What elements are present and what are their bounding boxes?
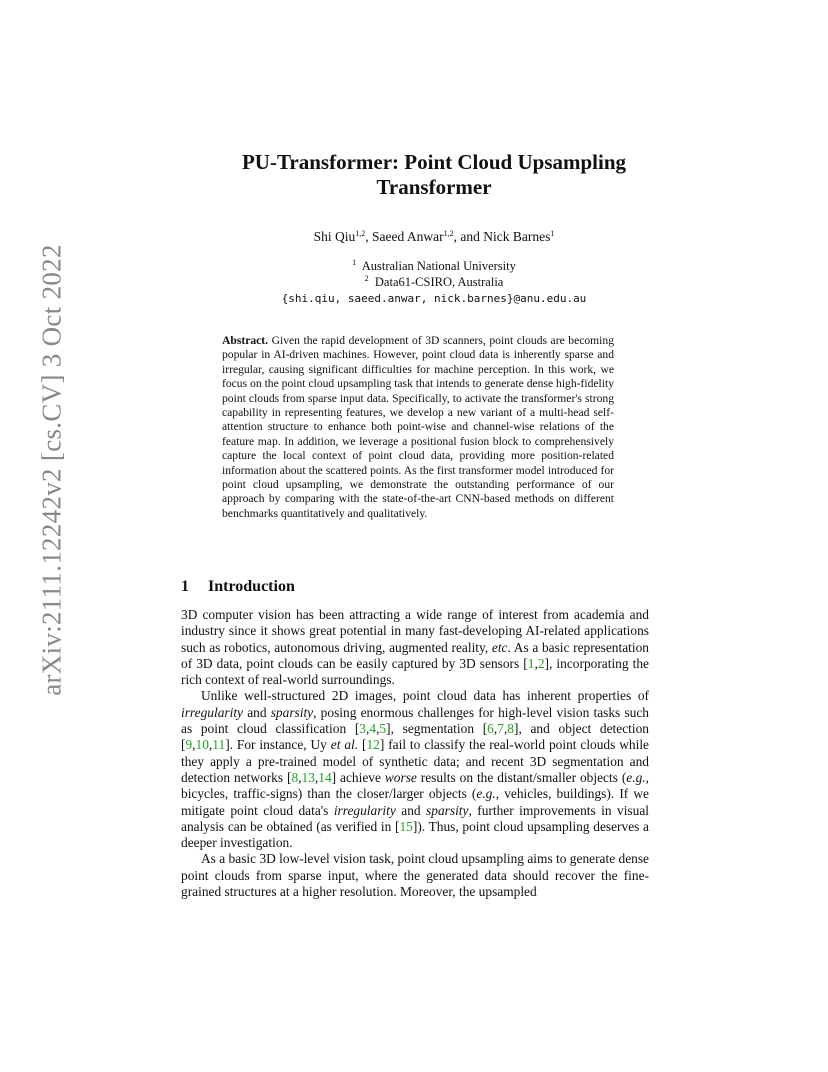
affiliation-1 xyxy=(150,258,718,274)
abstract xyxy=(222,334,614,521)
section-body xyxy=(181,607,649,900)
title-line-1: PU-Transformer: Point Cloud Upsampling xyxy=(241,150,627,174)
title-line-2: Transformer xyxy=(376,175,492,199)
author-name: Nick Barnes xyxy=(483,229,551,244)
author-affiliation-mark: 1 xyxy=(550,229,555,238)
citation-link[interactable]: 7 xyxy=(497,721,504,737)
author-affiliation-mark: 1,2 xyxy=(443,229,454,238)
paragraph-3: As a basic 3D low-level vision task, point cloud upsampling aims to generate dense point clouds from sparse input, where the generated data should recover the fine-grained structures at a higher resolution. Moreover, the upsampled xyxy=(181,851,649,900)
citation-link[interactable]: 13 xyxy=(301,769,315,785)
citation-link[interactable]: 1 xyxy=(527,655,535,671)
affiliation-2 xyxy=(150,274,718,290)
section-number: 1 xyxy=(181,578,189,595)
email-addresses: {shi.qiu, saeed.anwar, nick.barnes}@anu.edu.au xyxy=(281,292,587,305)
citation-link[interactable]: 10 xyxy=(195,737,209,753)
citation-link[interactable]: 9 xyxy=(185,737,193,753)
affiliation-mark: 2 xyxy=(364,274,369,283)
author-name: Shi Qiu xyxy=(313,229,356,244)
affiliation-name: Data61-CSIRO, Australia xyxy=(374,275,504,289)
citation-link[interactable]: 12 xyxy=(366,737,380,753)
affiliation-name: Australian National University xyxy=(361,259,516,273)
citation-link[interactable]: 4 xyxy=(369,721,377,737)
affiliation-mark: 1 xyxy=(352,258,357,267)
author-name: Saeed Anwar xyxy=(372,229,444,244)
section-title: Introduction xyxy=(208,578,295,595)
paragraph-1: 3D computer vision has been attracting a wide range of interest from academia and industry since it shows great potential in many fast-developing AI-related applications such as robotics, autonomous driving, augmented reality, etc. As a basic representation of 3D data, point clouds can be easily captured by 3D sensors [1,2], incorporating the rich context of real-world surroundings. xyxy=(181,607,650,688)
citation-link[interactable]: 8 xyxy=(507,721,514,737)
author-emails xyxy=(150,290,718,307)
abstract-text: Given the rapid development of 3D scanners, point clouds are becoming popular in AI-driven machines. However, point cloud data is inherently sparse and irregular, causing significant difficulties for machine perception. In this work, we focus on the point cloud upsampling task that intends to generate dense high-fidelity point clouds from sparse input data. Specifically, to activate the transformer's strong capability in representing features, we develop a new variant of a multi-head self-attention structure to enhance both point-wise and channel-wise relations of the feature map. In addition, we leverage a positional fusion block to comprehensively capture the local context of point cloud data, providing more position-related information about the scattered points. As the first transformer model introduced for point cloud upsampling, we demonstrate the outstanding performance of our approach by comparing with the state-of-the-art CNN-based methods on different benchmarks quantitatively and qualitatively. xyxy=(222,334,614,520)
citation-link[interactable]: 15 xyxy=(399,818,413,834)
citation-link[interactable]: 11 xyxy=(212,737,226,753)
section-heading xyxy=(181,578,295,596)
citation-link[interactable]: 8 xyxy=(291,769,299,785)
author-list: Shi Qiu$^{1,2}$, Saeed Anwar$^{1,2}$, and Nick Barnes$^1$ xyxy=(313,229,555,244)
citation-link[interactable]: 14 xyxy=(318,769,332,785)
paper-title xyxy=(150,150,718,200)
citation-link[interactable]: 5 xyxy=(379,721,387,737)
author-affiliation-mark: 1,2 xyxy=(355,229,366,238)
paragraph-2: Unlike well-structured 2D images, point cloud data has inherent properties of irregularity and sparsity, posing enormous challenges for high-level vision tasks such as point cloud classification [3,4,5], segmentation [6,7,8], and object detection [9,10,11]. For instance, Uy et al. [12] fail to classify the real-world point clouds while they apply a pre-trained model of synthetic data; and recent 3D segmentation and detection networks [8,13,14] achieve worse results on the distant/smaller objects (e.g., bicycles, traffic-signs) than the closer/larger objects (e.g., vehicles, buildings). If we mitigate point cloud data's irregularity and sparsity, further improvements in visual analysis can be obtained (as verified in [15]). Thus, point cloud upsampling deserves a deeper investigation. xyxy=(181,688,650,851)
abstract-label: Abstract. xyxy=(222,334,269,347)
citation-link[interactable]: 6 xyxy=(487,721,494,737)
citation-link[interactable]: 3 xyxy=(359,721,366,737)
arxiv-identifier: arXiv:2111.12242v2 [cs.CV] 3 Oct 2022 xyxy=(36,244,67,696)
citation-link[interactable]: 2 xyxy=(537,655,545,671)
